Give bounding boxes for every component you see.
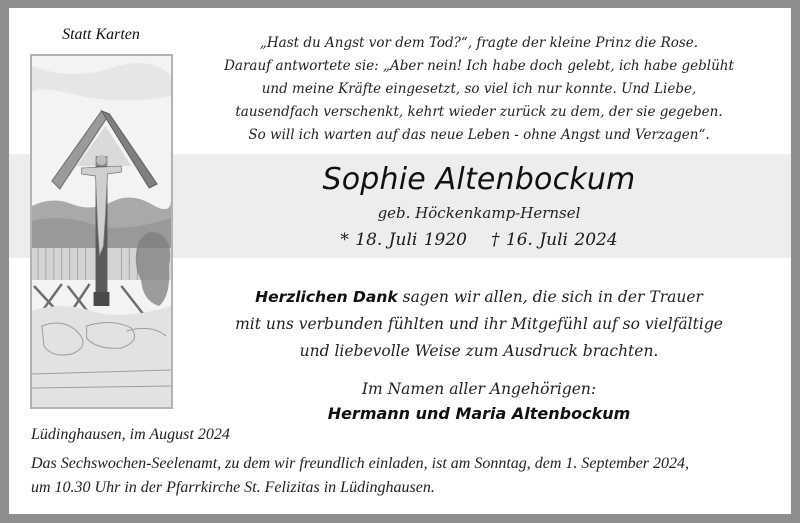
statt-karten-label: Statt Karten — [62, 26, 140, 43]
life-dates — [189, 230, 769, 250]
quote-line: und meine Kräfte eingesetzt, so viel ich nur konnte. Und Liebe, — [261, 81, 697, 97]
service-line: Das Sechswochen-Seelenamt, zu dem wir freundlich einladen, ist am Sonntag, dem 1. September 2024, — [31, 455, 689, 472]
thanks-line: und liebevolle Weise zum Ausdruck brachten. — [299, 342, 659, 360]
thanks-line: sagen wir allen, die sich in der Trauer — [397, 288, 703, 306]
birth-date: * 18. Juli 1920 — [340, 230, 467, 250]
thanks-line: mit uns verbunden fühlten und ihr Mitgefühl auf so vielfältige — [235, 315, 723, 333]
wayside-cross-illustration — [30, 54, 173, 409]
service-line: um 10.30 Uhr in der Pfarrkirche St. Felizitas in Lüdinghausen. — [31, 479, 435, 496]
quote-block — [189, 32, 769, 147]
family-names: Hermann und Maria Altenbockum — [327, 404, 631, 423]
obituary-notice — [9, 8, 791, 514]
death-date: † 16. Juli 2024 — [491, 230, 618, 250]
crucifix-image — [32, 56, 171, 407]
birth-name: geb. Höckenkamp-Hernsel — [377, 204, 581, 222]
quote-line: tausendfach verschenkt, kehrt wieder zurück zu dem, der sie gegeben. — [235, 104, 723, 120]
place-date: Lüdinghausen, im August 2024 — [31, 426, 230, 443]
thanks-block — [189, 284, 769, 365]
quote-line: „Hast du Angst vor dem Tod?“, fragte der kleine Prinz die Rose. — [259, 35, 699, 51]
quote-line: Darauf antwortete sie: „Aber nein! Ich habe doch gelebt, ich habe geblüht — [224, 58, 734, 74]
service-announcement — [31, 452, 781, 500]
deceased-name: Sophie Altenbockum — [322, 162, 636, 197]
thanks-lead: Herzlichen Dank — [255, 288, 398, 306]
quote-line: So will ich warten auf das neue Leben - ohne Angst und Verzagen“. — [248, 127, 710, 143]
family-intro: Im Namen aller Angehörigen: — [361, 380, 597, 398]
